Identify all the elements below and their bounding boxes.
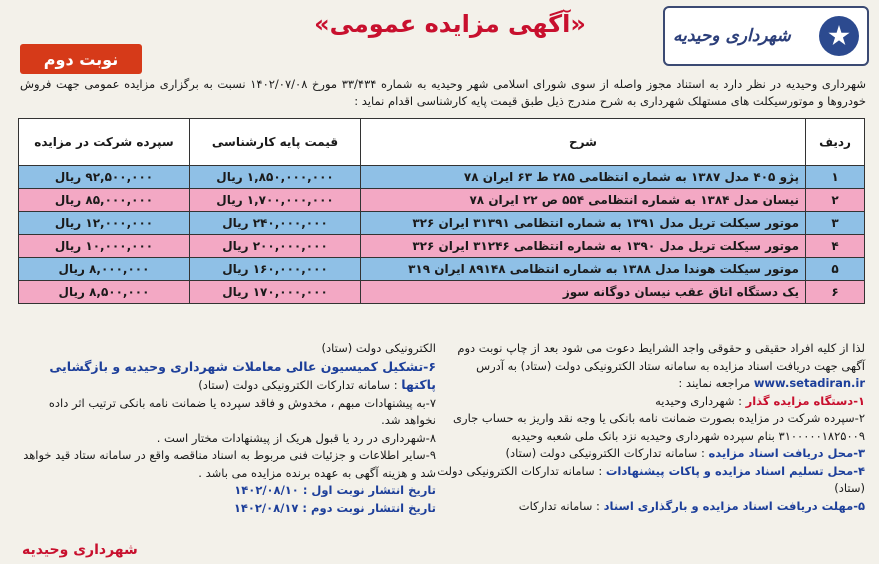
item-8: ۸-شهرداری در رد یا قبول هریک از پیشنهادات مختار است .	[156, 430, 436, 445]
item-1	[435, 393, 865, 411]
item-2: ۲-سپرده شرکت در مزایده بصورت ضمانت نامه بانکی یا وجه نقد واریز به حساب جاری ۳۱۰۰۰۰۰۱۸۲۵۰۰۹ بنام سپرده شهرداری وحیدیه نزد بانک ملی شعبه وحیدیه	[453, 411, 865, 443]
row-deposit: ۱۰,۰۰۰,۰۰۰ ریال	[19, 235, 190, 258]
row-base-price: ۱۶۰,۰۰۰,۰۰۰ ریال	[190, 258, 361, 281]
row-number: ۵	[806, 258, 865, 281]
footer-signature: شهرداری وحیدیه	[22, 542, 138, 558]
table-row	[19, 212, 865, 235]
item-3	[435, 445, 865, 463]
logo-text: شهرداری وحیدیه	[673, 26, 791, 46]
row-number: ۶	[806, 281, 865, 304]
municipality-logo	[663, 6, 869, 66]
row-number: ۴	[806, 235, 865, 258]
item-6-text: : سامانه تدارکات الکترونیکی دولت (ستاد)	[198, 378, 398, 392]
header-deposit: سپرده شرکت در مزایده	[19, 119, 190, 166]
item-5	[435, 498, 865, 516]
row-base-price: ۲۰۰,۰۰۰,۰۰۰ ریال	[190, 235, 361, 258]
row-deposit: ۸۵,۰۰۰,۰۰۰ ریال	[19, 189, 190, 212]
row-number: ۳	[806, 212, 865, 235]
item-3-label: ۳-محل دریافت اسناد مزایده	[708, 446, 865, 460]
conditions-right-column	[435, 340, 865, 515]
row-description: پژو ۴۰۵ مدل ۱۳۸۷ به شماره انتظامی ۲۸۵ ط ۶۳ ایران ۷۸	[361, 166, 806, 189]
page-title: «آگهی مزایده عمومی»	[314, 10, 586, 38]
setad-website-link[interactable]: www.setadiran.ir	[753, 376, 865, 390]
table-header-row	[19, 119, 865, 166]
items-table	[18, 118, 865, 304]
item-5-label: ۵-مهلت دریافت اسناد مزایده و بارگذاری اسناد	[603, 498, 865, 513]
item-6	[20, 358, 436, 395]
item-1-label: ۱-دستگاه مزایده گذار	[745, 393, 865, 408]
header-description: شرح	[361, 119, 806, 166]
row-description: موتور سیکلت هوندا مدل ۱۳۸۸ به شماره انتظامی ۸۹۱۴۸ ایران ۳۱۹	[361, 258, 806, 281]
row-description: موتور سیکلت تریل مدل ۱۳۹۱ به شماره انتظامی ۳۱۳۹۱ ایران ۳۲۶	[361, 212, 806, 235]
item-7: ۷-به پیشنهادات مبهم ، مخدوش و فاقد سپرده یا ضمانت نامه بانکی ترتیب اثر داده نخواهد شد.	[48, 395, 436, 427]
row-description: یک دستگاه اتاق عقب نیسان دوگانه سوز	[361, 281, 806, 304]
row-description: موتور سیکلت تریل مدل ۱۳۹۰ به شماره انتظامی ۳۱۲۴۶ ایران ۳۲۶	[361, 235, 806, 258]
row-base-price: ۲۴۰,۰۰۰,۰۰۰ ریال	[190, 212, 361, 235]
item-4-label: ۴-محل تسلیم اسناد مزایده و پاکات پیشنهادات	[605, 463, 865, 478]
second-publish-date: تاریخ انتشار نوبت دوم : ۱۴۰۲/۰۸/۱۷	[233, 500, 436, 515]
row-deposit: ۹۲,۵۰۰,۰۰۰ ریال	[19, 166, 190, 189]
item-9: ۹-سایر اطلاعات و جزئیات فنی مربوط به اسناد مناقصه واقع در سامانه ستاد قید خواهد شد و هزینه آگهی به عهده برنده مزایده می باشد .	[23, 448, 436, 480]
item-5-text: : سامانه تدارکات	[518, 498, 600, 513]
row-deposit: ۸,۵۰۰,۰۰۰ ریال	[19, 281, 190, 304]
turn-badge: نوبت دوم	[20, 44, 142, 74]
row-description: نیسان مدل ۱۳۸۴ به شماره انتظامی ۵۵۴ ص ۲۲ ایران ۷۸	[361, 189, 806, 212]
header-row-number: ردیف	[806, 119, 865, 166]
item-4-text: : سامانه تدارکات الکترونیکی دولت (ستاد)	[437, 463, 865, 495]
row-base-price: ۱۷۰,۰۰۰,۰۰۰ ریال	[190, 281, 361, 304]
table-row	[19, 189, 865, 212]
conditions-left-column	[20, 340, 436, 517]
row-base-price: ۱,۸۵۰,۰۰۰,۰۰۰ ریال	[190, 166, 361, 189]
emblem-icon	[819, 16, 859, 56]
table-row	[19, 166, 865, 189]
header-base-price: قیمت پایه کارشناسی	[190, 119, 361, 166]
invitation-text: لذا از کلیه افراد حقیقی و حقوقی واجد الشرایط دعوت می شود بعد از چاپ نوبت دوم آگهی جهت دریافت اسناد مزایده به سامانه ستاد الکترونیکی دولت (ستاد) به آدرس	[457, 341, 865, 373]
table-row	[19, 281, 865, 304]
row-base-price: ۱,۷۰۰,۰۰۰,۰۰۰ ریال	[190, 189, 361, 212]
first-publish-date: تاریخ انتشار نوبت اول : ۱۴۰۲/۰۸/۱۰	[234, 483, 436, 497]
row-deposit: ۱۲,۰۰۰,۰۰۰ ریال	[19, 212, 190, 235]
row-number: ۱	[806, 166, 865, 189]
invitation-text-end: مراجعه نمایند :	[678, 376, 751, 390]
row-number: ۲	[806, 189, 865, 212]
invitation-paragraph	[435, 340, 865, 393]
table-row	[19, 258, 865, 281]
item-1-text: : شهرداری وحیدیه	[655, 393, 742, 408]
item-6-label: ۶-تشکیل کمیسیون عالی معاملات شهرداری وحیدیه و بازگشایی پاکتها	[49, 358, 436, 392]
item-3-text: : سامانه تدارکات الکترونیکی دولت (ستاد)	[505, 446, 705, 460]
intro-paragraph: شهرداری وحیدیه در نظر دارد به استناد مجوز واصله از سوی شورای اسلامی شهر وحیدیه به شماره ۳۳/۴۳۴ مورخ ۱۴۰۲/۰۷/۰۸ نسبت به برگزاری مزایده عمومی جهت فروش خودروها و موتورسیکلت های مستهلک شهرداری به شرح مندرج ذیل طبق قیمت پایه کارشناسی اقدام نماید :	[20, 77, 866, 108]
item-5-continued: الکترونیکی دولت (ستاد)	[321, 341, 436, 355]
item-4	[435, 463, 865, 498]
row-deposit: ۸,۰۰۰,۰۰۰ ریال	[19, 258, 190, 281]
table-row	[19, 235, 865, 258]
